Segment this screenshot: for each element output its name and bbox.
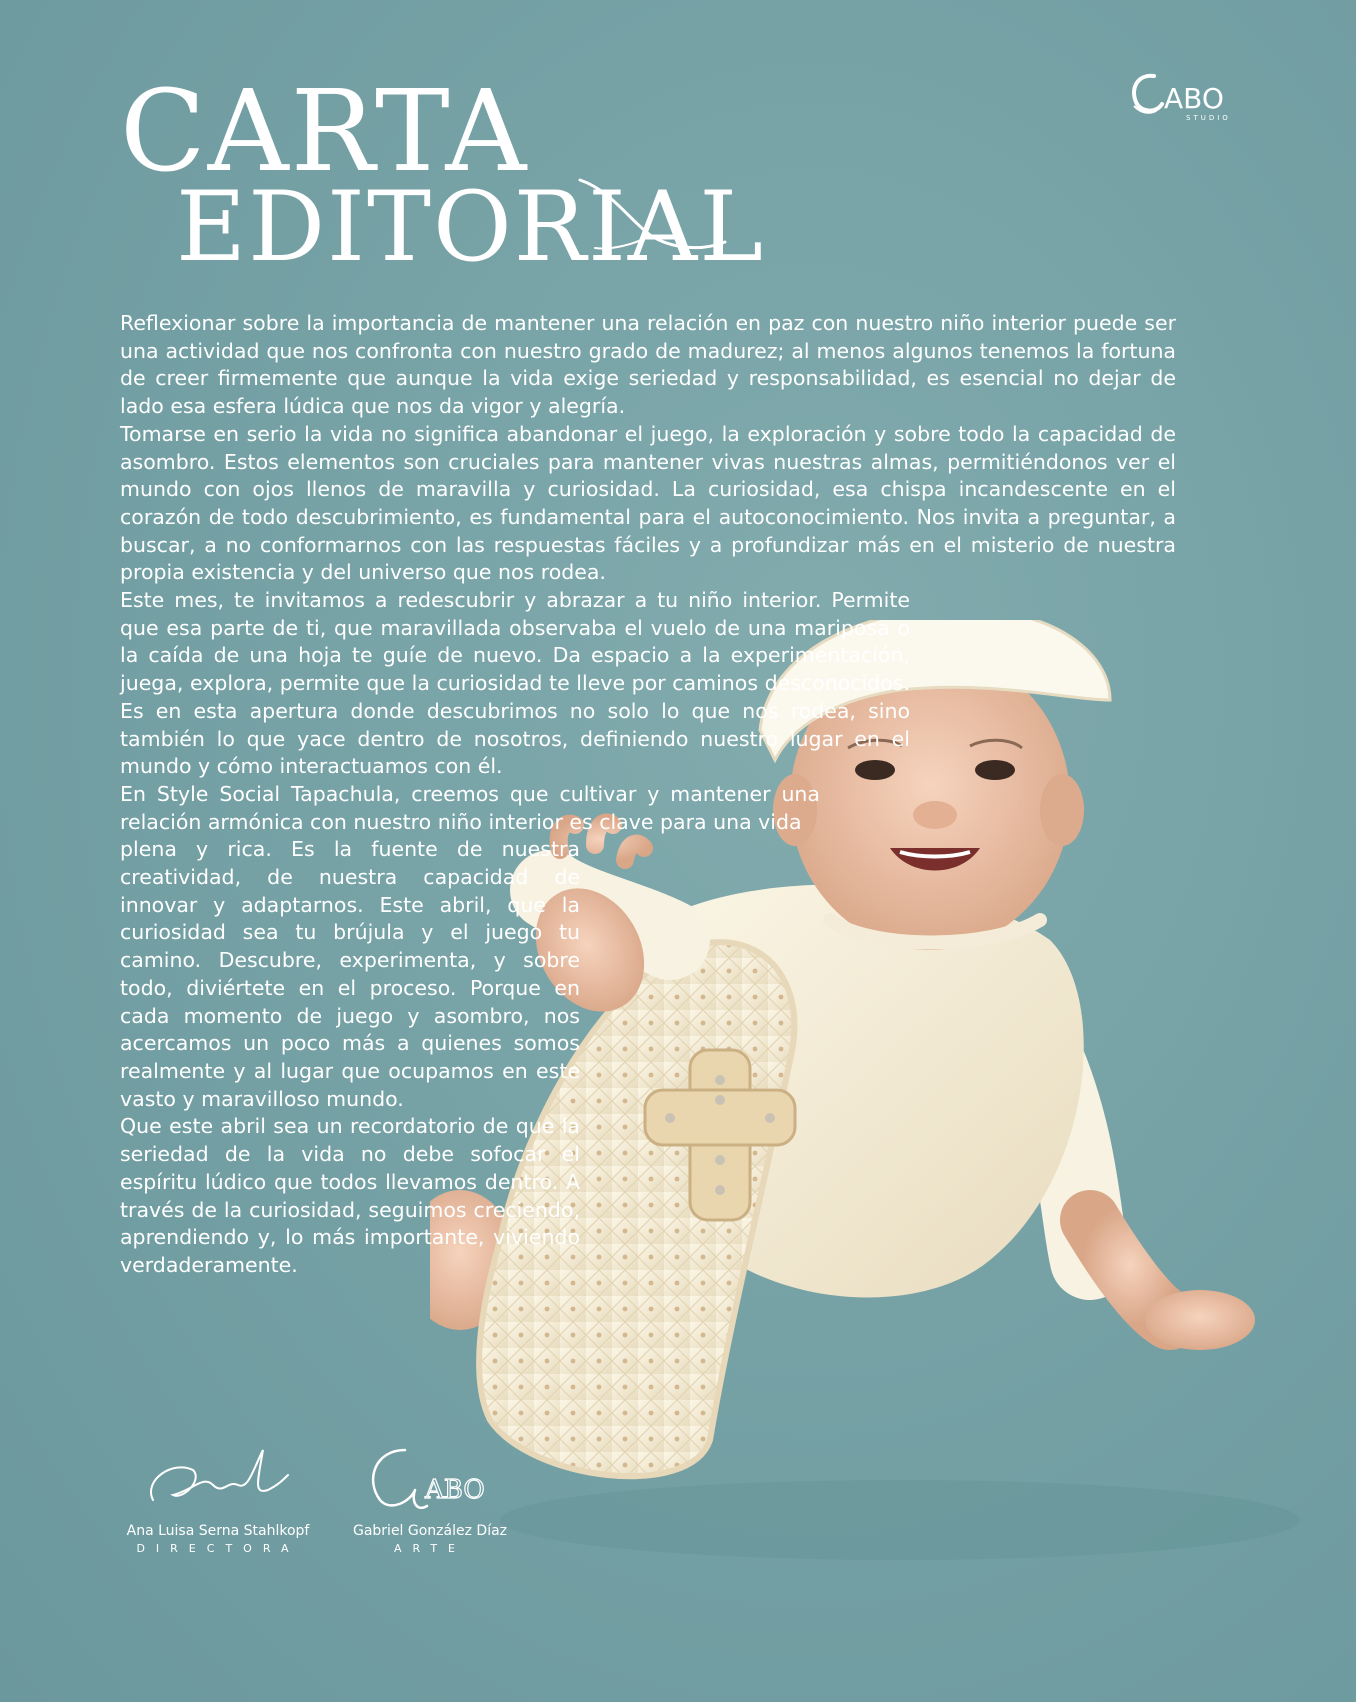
signature-role: DIRECTORA — [136, 1542, 300, 1555]
signature-name: Ana Luisa Serna Stahlkopf — [126, 1523, 310, 1539]
signature-directora — [118, 1440, 318, 1555]
signature-arte — [340, 1440, 520, 1555]
signature-name: Gabriel González Díaz — [352, 1523, 508, 1539]
paragraph-5: Que este abril sea un recordatorio de que la seriedad de la vida no debe sofocar el espíritu lúdico que todos llevamos dentro. A través de la curiosidad, seguimos creciendo, aprendiendo y, lo más importante, viviendo verdaderamente. — [120, 1114, 580, 1277]
gabo-signature-text: ABO — [425, 1475, 485, 1505]
paragraph-3: Este mes, te invitamos a redescubrir y abrazar a tu niño interior. Permite que esa parte de ti, que maravillada observaba el vuelo de una mariposa o la caída de una hoja te guíe de nuevo. Da espacio a la experimentación, juega, explora, permite que la curiosidad te lleve por caminos desconocidos. Es en esta apertura donde descubrimos no solo lo que nos rodea, sino también lo que yace dentro de nosotros, definiendo nuestro lugar en el mundo y cómo interactuamos con él. — [120, 588, 910, 779]
editorial-body — [120, 310, 1176, 1280]
title-flourish-icon — [540, 160, 730, 265]
gabo-signature-icon — [345, 1440, 515, 1520]
handwritten-signature-icon — [133, 1440, 303, 1520]
paragraph-4-continued: plena y rica. Es la fuente de nuestra creatividad, de nuestra capacidad de innovar y adaptarnos. Este abril, que la curiosidad sea tu brújula y el juego tu camino. Descubre, experimenta, y sobre todo, diviértete en el proceso. Porque en cada momento de juego y asombro, nos acercamos un poco más a quienes somos realmente y al lugar que ocupamos en este vasto y maravilloso mundo. — [120, 837, 580, 1111]
logo-subtext: STUDIO — [1186, 114, 1231, 122]
paragraph-2: Tomarse en serio la vida no significa abandonar el juego, la exploración y sobre todo la capacidad de asombro. Estos elementos son cruciales para mantener vivas nuestras almas, permitiéndonos ver el mundo con ojos llenos de maravilla y curiosidad. La curiosidad, esa chispa incandescente en el corazón de todo descubrimiento, es fundamental para el autoconocimiento. Nos invita a preguntar, a buscar, a no conformarnos con las respuestas fáciles y a profundizar más en el misterio de nuestra propia existencia y del universo que nos rodea. — [120, 421, 1176, 585]
paragraph-4: En Style Social Tapachula, creemos que cultivar y mantener una relación armónica con nuestro niño interior es clave para una vida — [120, 781, 820, 834]
title-line-carta: CARTA — [120, 67, 529, 197]
gabo-studio-logo — [1126, 68, 1256, 124]
signature-role: ARTE — [393, 1542, 467, 1555]
title-line-editorial: EDITORIAL — [176, 171, 765, 283]
logo-text: ABO — [1164, 82, 1224, 115]
paragraph-1: Reflexionar sobre la importancia de mantener una relación en paz con nuestro niño interior puede ser una actividad que nos confronta con nuestro grado de madurez; al menos algunos tenemos la fortuna de creer firmemente que aunque la vida exige seriedad y responsabilidad, es esencial no dejar de lado esa esfera lúdica que nos da vigor y alegría. — [120, 311, 1176, 419]
